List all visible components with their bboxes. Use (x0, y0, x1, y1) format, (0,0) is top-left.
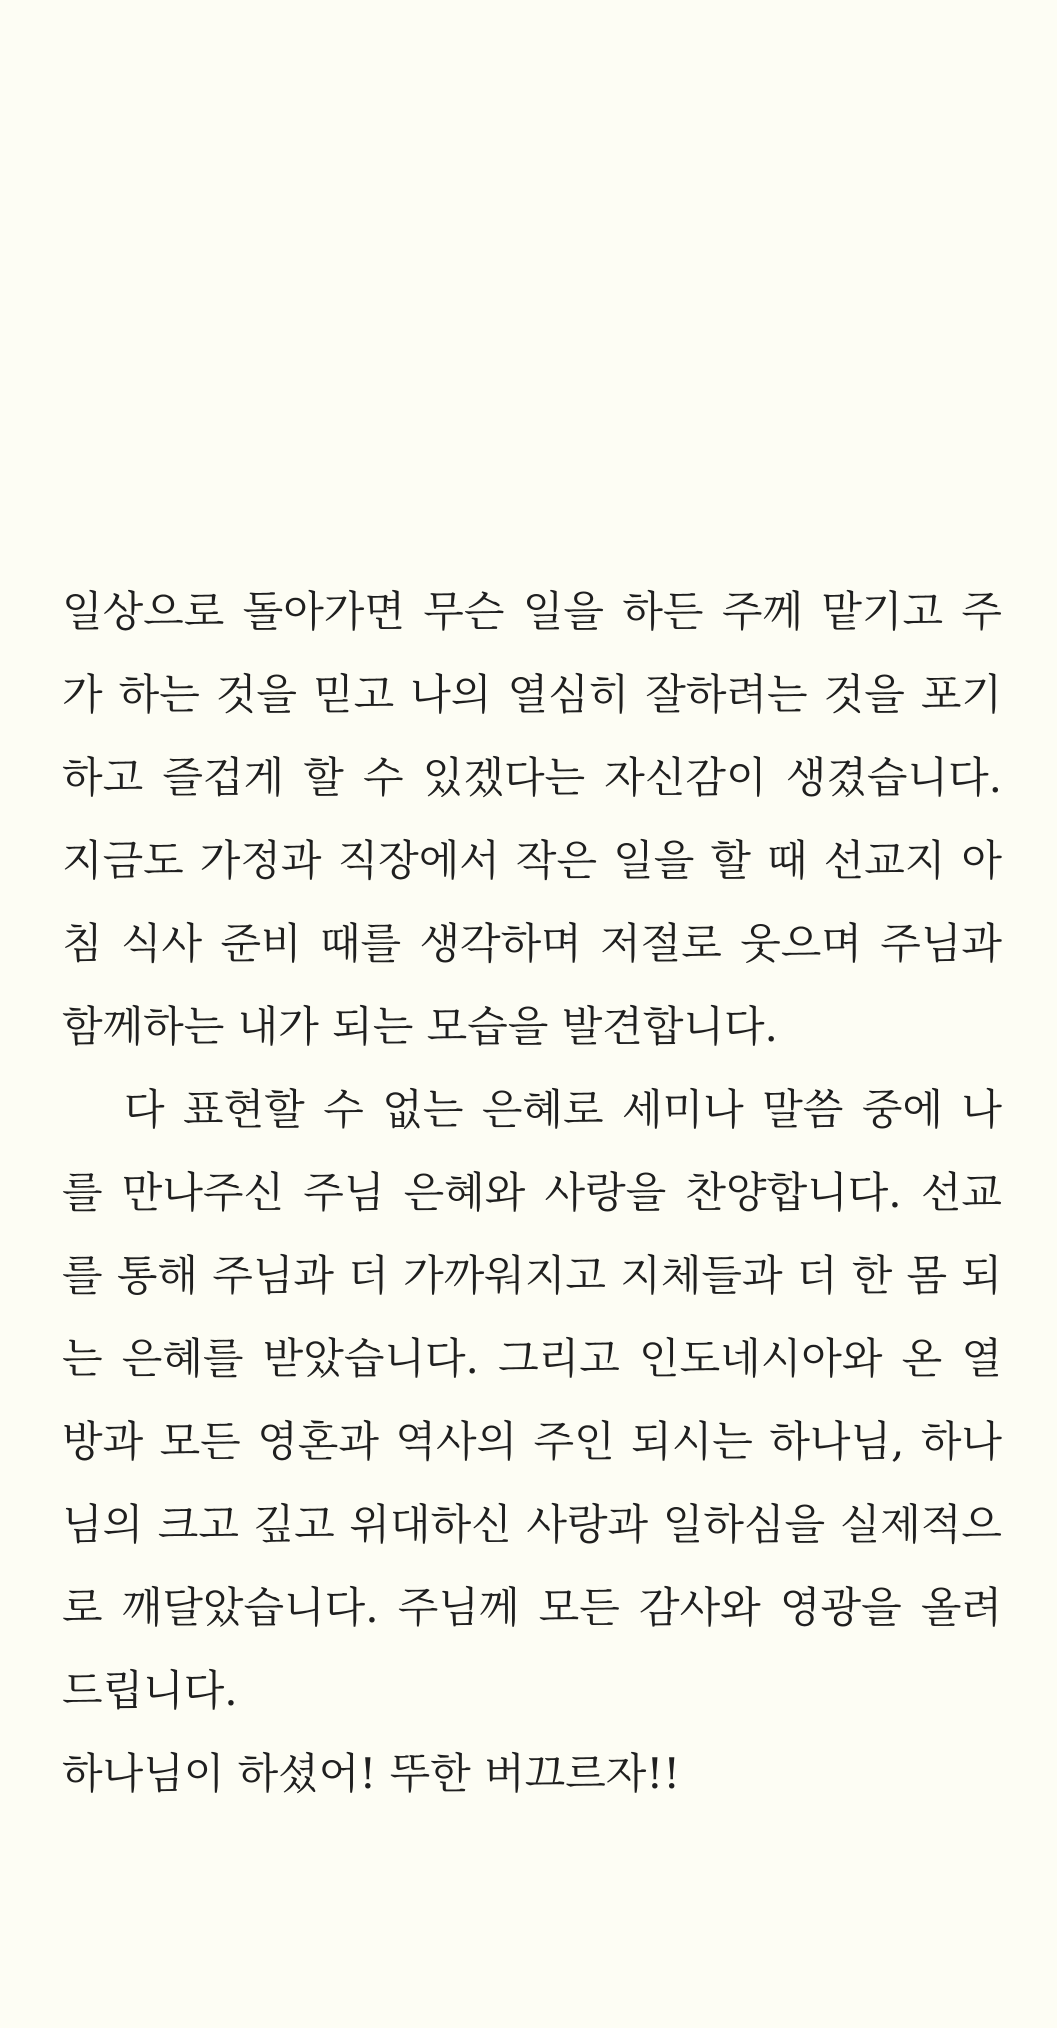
text-line: 하나님이 하셨어! 뚜한 버끄르자!! (62, 1749, 681, 1798)
body-text (62, 570, 1002, 1815)
text-line: 일상으로 돌아가면 무슨 일을 하든 주께 맡기고 주 (62, 587, 1002, 636)
text-line: 가 하는 것을 믿고 나의 열심히 잘하려는 것을 포기 (62, 670, 1002, 719)
text-line: 함께하는 내가 되는 모습을 발견합니다. (62, 1002, 778, 1051)
text-line: 지금도 가정과 직장에서 작은 일을 할 때 선교지 아 (62, 836, 1002, 885)
text-line: 를 통해 주님과 더 가까워지고 지체들과 더 한 몸 되 (62, 1251, 1002, 1300)
text-line: 침 식사 준비 때를 생각하며 저절로 웃으며 주님과 (62, 919, 1002, 968)
text-line: 방과 모든 영혼과 역사의 주인 되시는 하나님, 하나 (62, 1417, 1002, 1466)
text-line: 드립니다. (62, 1666, 238, 1715)
text-line: 님의 크고 깊고 위대하신 사랑과 일하심을 실제적으 (62, 1500, 1002, 1549)
text-line: 는 은혜를 받았습니다. 그리고 인도네시아와 온 열 (62, 1334, 1002, 1383)
text-line: 를 만나주신 주님 은혜와 사랑을 찬양합니다. 선교 (62, 1168, 1002, 1217)
text-line: 로 깨달았습니다. 주님께 모든 감사와 영광을 올려 (62, 1583, 1002, 1632)
text-line: 하고 즐겁게 할 수 있겠다는 자신감이 생겼습니다. (62, 753, 1002, 802)
text-line: 다 표현할 수 없는 은혜로 세미나 말씀 중에 나 (124, 1085, 1002, 1134)
